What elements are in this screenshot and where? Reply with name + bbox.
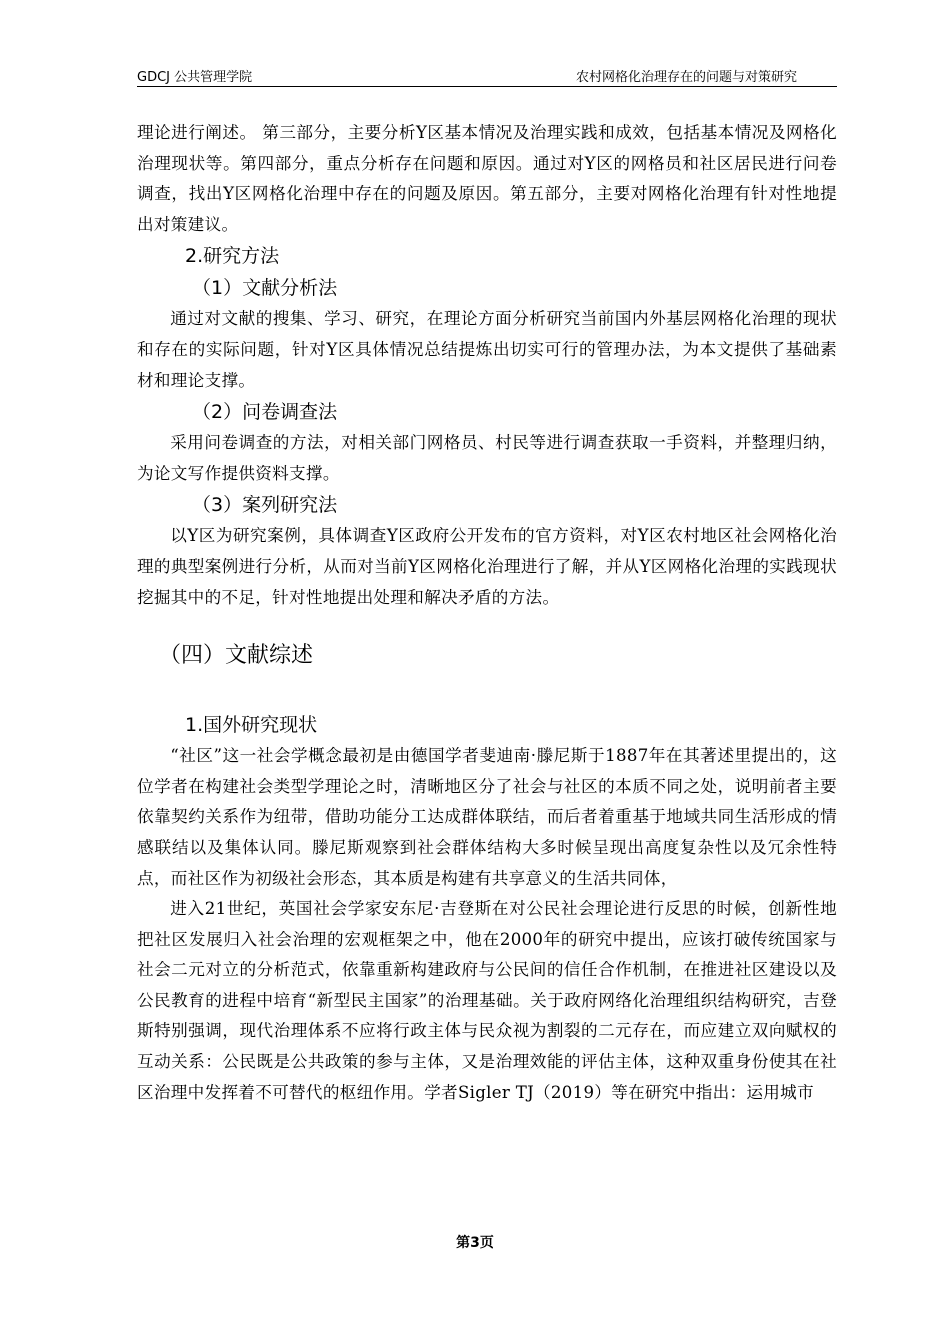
paragraph-tonnies: “社区”这一社会学概念最初是由德国学者斐迪南·滕尼斯于1887年在其著述里提出的，这位学者在构建社会类型学理论之时，清晰地区分了社会与社区的本质不同之处，说明前者主要依靠契约关系作为纽带，借助功能分工达成群体联结，而后者着重基于地域共同生活形成的情感联结以及集体认同。滕尼斯观察到社会群体结构大多时候呈现出高度复杂性以及冗余性特点，而社区作为初级社会形态，其本质是构建有共享意义的生活共同体，	[137, 746, 837, 888]
paragraph-giddens: 进入21世纪，英国社会学家安东尼·吉登斯在对公民社会理论进行反思的时候，创新性地把社区发展归入社会治理的宏观框架之中，他在2000年的研究中提出，应该打破传统国家与社会二元对立的分析范式，依靠重新构建政府与公民间的信任合作机制，在推进社区建设以及公民教育的进程中培育“新型民主国家”的治理基础。关于政府网络化治理组织结构研究，吉登斯特别强调，现代治理体系不应将行政主体与民众视为割裂的二元存在，而应建立双向赋权的互动关系：公民既是公共政策的参与主体，又是治理效能的评估主体，这种双重身份使其在社区治理中发挥着不可替代的枢纽作用。学者Sigler TJ（2019）等在研究中指出：运用城市	[137, 899, 837, 1102]
heading-case-study: （3）案列研究法	[192, 494, 338, 517]
header-thesis-title: 农村网格化治理存在的问题与对策研究	[575, 70, 797, 85]
paragraph-literature-analysis: 通过对文献的搜集、学习、研究，在理论方面分析研究当前国内外基层网格化治理的现状和存在的实际问题，针对Y区具体情况总结提炼出切实可行的管理办法，为本文提供了基础素材和理论支撑。	[137, 309, 837, 390]
paragraph-structure: 理论进行阐述。 第三部分，主要分析Y区基本情况及治理实践和成效，包括基本情况及网格化治理现状等。第四部分，重点分析存在问题和原因。通过对Y区的网格员和社区居民进行问卷调查，找出Y区网格化治理中存在的问题及原因。第五部分，主要对网格化治理有针对性地提出对策建议。	[137, 123, 837, 234]
header-institution: GDCJ 公共管理学院	[137, 70, 253, 85]
heading-literature-analysis: （1）文献分析法	[192, 277, 338, 300]
page-number: 第3页	[456, 1235, 494, 1251]
page-header	[137, 66, 837, 87]
paragraph-case-study: 以Y区为研究案例，具体调查Y区政府公开发布的官方资料，对Y区农村地区社会网格化治理的典型案例进行分析，从而对当前Y区网格化治理进行了解，并从Y区网格化治理的实践现状挖掘其中的不足，针对性地提出处理和解决矛盾的方法。	[137, 526, 837, 607]
heading-foreign-research: 1.国外研究现状	[185, 714, 318, 737]
heading-literature-review: （四）文献综述	[159, 643, 314, 669]
heading-questionnaire: （2）问卷调查法	[192, 401, 338, 424]
paragraph-questionnaire: 采用问卷调查的方法，对相关部门网格员、村民等进行调查获取一手资料，并整理归纳，为论文写作提供资料支撑。	[137, 433, 837, 483]
page-body	[137, 118, 837, 1108]
heading-research-methods: 2.研究方法	[185, 245, 280, 268]
